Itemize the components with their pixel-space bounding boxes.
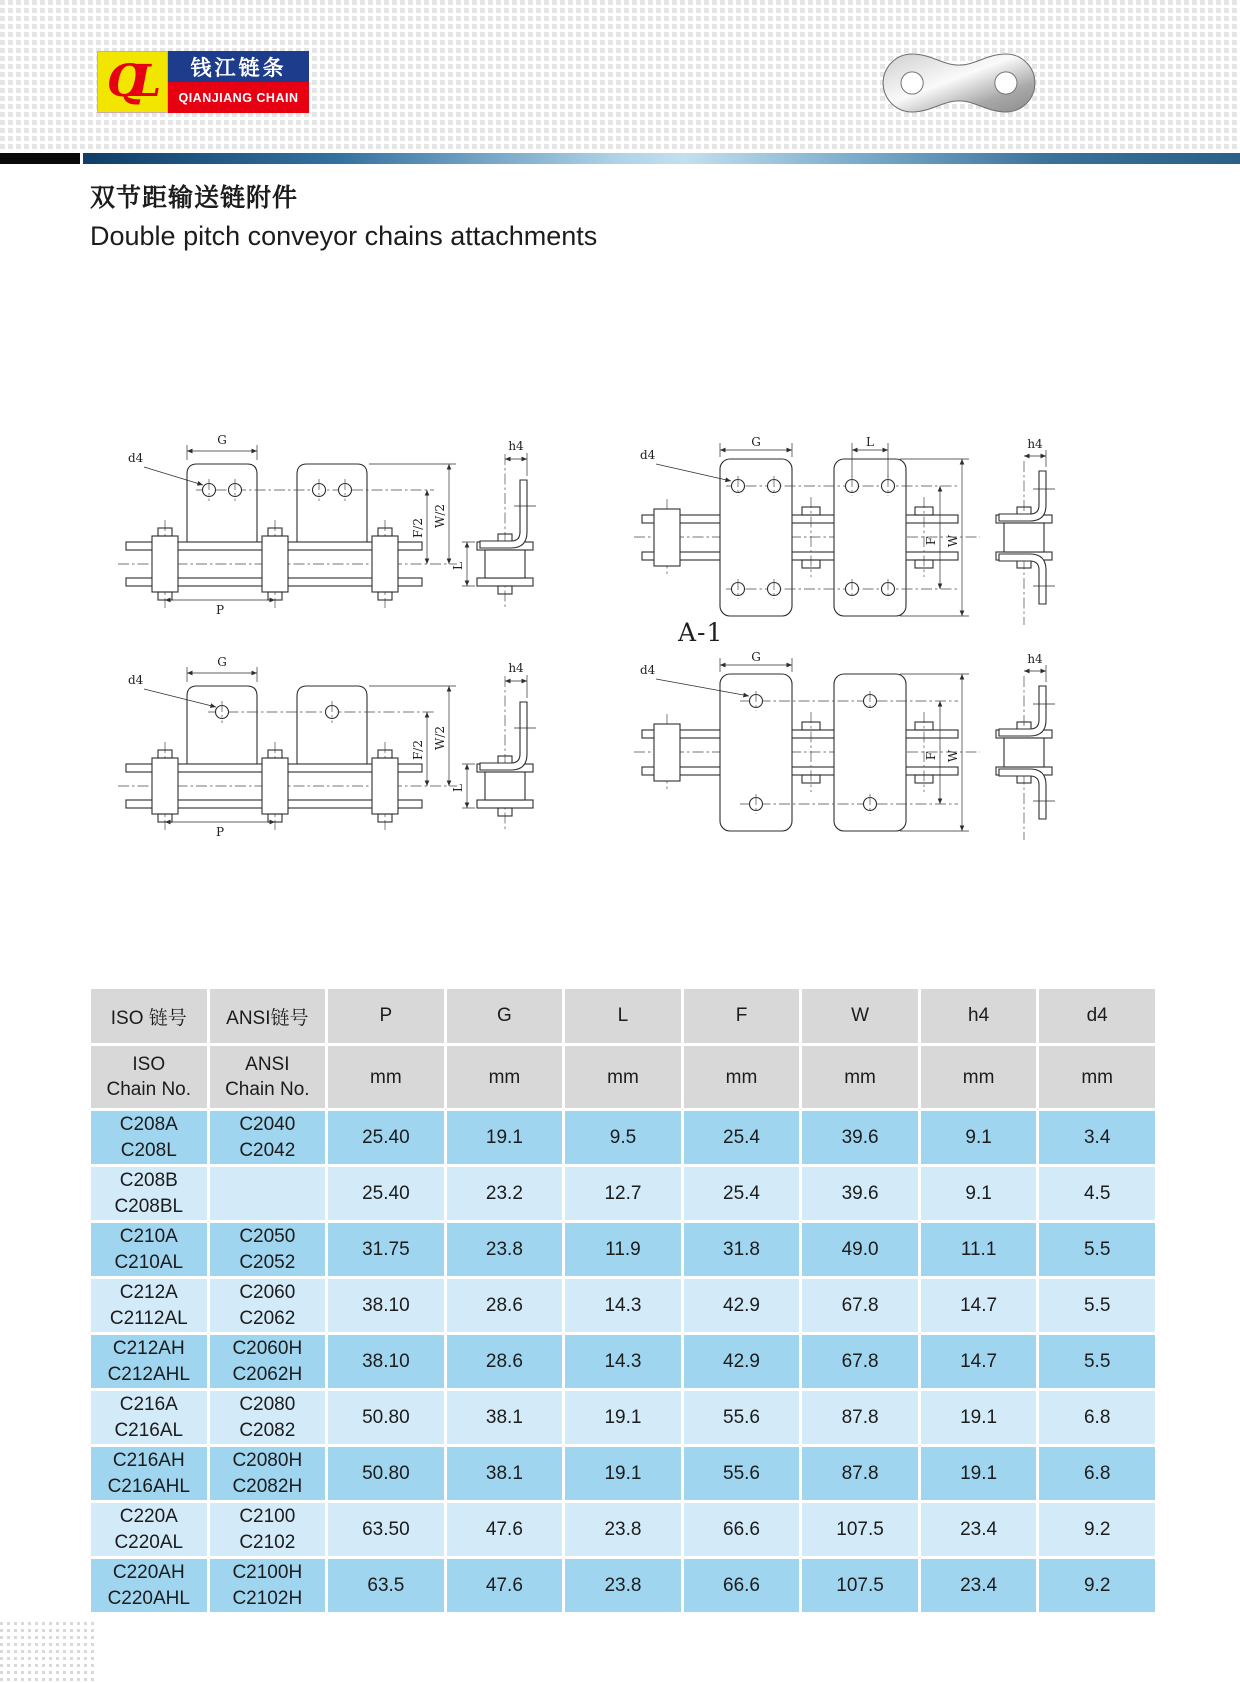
col-header: h4	[921, 989, 1037, 1043]
cell: 47.6	[447, 1559, 563, 1612]
dim-label-G: G	[751, 652, 761, 664]
cell: 67.8	[802, 1279, 918, 1332]
unit-cell: mm	[921, 1046, 1037, 1108]
cell: 38.10	[328, 1279, 444, 1332]
cell: 42.9	[684, 1335, 800, 1388]
iso-cell: C208B C208BL	[91, 1167, 207, 1220]
cell: 63.50	[328, 1503, 444, 1556]
table-row	[91, 1111, 1155, 1164]
col-header: d4	[1039, 989, 1155, 1043]
cell: 67.8	[802, 1335, 918, 1388]
cell: 9.1	[921, 1167, 1037, 1220]
table-row	[91, 1391, 1155, 1444]
spec-table	[88, 986, 1158, 1615]
dim-label-d4: d4	[128, 673, 144, 687]
cell: 5.5	[1039, 1279, 1155, 1332]
logo-text-block	[168, 51, 309, 113]
unit-cell: mm	[328, 1046, 444, 1108]
dim-label-G: G	[751, 437, 761, 449]
cell: 12.7	[565, 1167, 681, 1220]
drawing-a1-double-view	[628, 652, 1080, 856]
dim-label-h4: h4	[508, 439, 524, 453]
cell: 31.75	[328, 1223, 444, 1276]
table-subheader-row	[91, 1046, 1155, 1108]
iso-cell: C220A C220AL	[91, 1503, 207, 1556]
chain-side-view	[118, 686, 457, 830]
col-header: F	[684, 989, 800, 1043]
logo-monogram: QL	[106, 56, 147, 107]
end-view	[451, 661, 536, 830]
footer-dot-pattern	[0, 1622, 94, 1683]
cell: 9.5	[565, 1111, 681, 1164]
dim-label-F-half: F/2	[411, 517, 425, 539]
separator-black-chip	[0, 153, 80, 164]
dim-label-F: F	[924, 751, 938, 761]
cell: 55.6	[684, 1391, 800, 1444]
cell: 19.1	[921, 1447, 1037, 1500]
cell: 5.5	[1039, 1335, 1155, 1388]
table-row	[91, 1223, 1155, 1276]
ansi-cell: C2040 C2042	[210, 1111, 326, 1164]
cell: 87.8	[802, 1391, 918, 1444]
dim-label-L-side: L	[451, 784, 465, 792]
dim-label-W: W	[946, 749, 960, 763]
col-header: L	[565, 989, 681, 1043]
cell: 42.9	[684, 1279, 800, 1332]
cell: 11.9	[565, 1223, 681, 1276]
cell: 50.80	[328, 1391, 444, 1444]
cell: 11.1	[921, 1223, 1037, 1276]
dim-label-G: G	[217, 655, 227, 669]
dim-label-d4: d4	[640, 448, 656, 462]
page-title-cn: 双节距输送链附件	[90, 184, 299, 212]
cell: 66.6	[684, 1559, 800, 1612]
cell: 39.6	[802, 1167, 918, 1220]
page-title-en: Double pitch conveyor chains attachments	[90, 221, 598, 251]
brand-name-cn: 钱江链条	[168, 51, 309, 82]
dim-label-P: P	[215, 825, 225, 838]
cell: 107.5	[802, 1559, 918, 1612]
cell: 49.0	[802, 1223, 918, 1276]
cell: 107.5	[802, 1503, 918, 1556]
dim-label-G: G	[217, 433, 227, 447]
cell: 23.8	[565, 1503, 681, 1556]
drawing-k2-side-view	[112, 424, 542, 616]
header-band	[0, 0, 1240, 150]
unit-cell: mm	[684, 1046, 800, 1108]
sub-header-ansi: ANSI Chain No.	[210, 1046, 326, 1108]
dim-label-W-half: W/2	[433, 503, 447, 529]
dim-label-L-side: L	[451, 562, 465, 570]
title-block	[90, 178, 597, 252]
iso-cell: C220AH C220AHL	[91, 1559, 207, 1612]
end-view	[996, 652, 1055, 840]
cell: 66.6	[684, 1503, 800, 1556]
dim-label-P: P	[215, 603, 225, 616]
unit-cell: mm	[447, 1046, 563, 1108]
table-header-row	[91, 989, 1155, 1043]
col-header: ANSI链号	[210, 989, 326, 1043]
cell: 25.40	[328, 1111, 444, 1164]
cell: 55.6	[684, 1447, 800, 1500]
cell: 5.5	[1039, 1223, 1155, 1276]
cell: 4.5	[1039, 1167, 1155, 1220]
cell: 6.8	[1039, 1391, 1155, 1444]
cell: 38.1	[447, 1391, 563, 1444]
iso-cell: C210A C210AL	[91, 1223, 207, 1276]
table-row	[91, 1335, 1155, 1388]
cell: 14.7	[921, 1335, 1037, 1388]
cell: 25.4	[684, 1167, 800, 1220]
ansi-cell: C2050 C2052	[210, 1223, 326, 1276]
cell: 38.1	[447, 1447, 563, 1500]
table-row	[91, 1503, 1155, 1556]
cell: 9.2	[1039, 1503, 1155, 1556]
cell: 6.8	[1039, 1447, 1155, 1500]
iso-cell: C212A C2112AL	[91, 1279, 207, 1332]
drawing-a2-double-view	[628, 437, 1080, 641]
dim-label-h4: h4	[1027, 437, 1043, 451]
iso-cell: C216A C216AL	[91, 1391, 207, 1444]
dim-label-d4: d4	[640, 663, 656, 677]
cell: 50.80	[328, 1447, 444, 1500]
cell: 23.4	[921, 1559, 1037, 1612]
cell: 31.8	[684, 1223, 800, 1276]
dim-label-F-half: F/2	[411, 739, 425, 761]
cell: 38.10	[328, 1335, 444, 1388]
cell: 23.4	[921, 1503, 1037, 1556]
cell: 9.1	[921, 1111, 1037, 1164]
col-header: W	[802, 989, 918, 1043]
dim-label-d4: d4	[128, 451, 144, 465]
cell: 87.8	[802, 1447, 918, 1500]
unit-cell: mm	[565, 1046, 681, 1108]
col-header: G	[447, 989, 563, 1043]
cell: 28.6	[447, 1279, 563, 1332]
chain-side-view	[118, 464, 457, 608]
dim-label-W: W	[946, 534, 960, 548]
brand-logo	[97, 51, 309, 113]
cell: 23.8	[447, 1223, 563, 1276]
end-view	[996, 437, 1055, 625]
cell: 63.5	[328, 1559, 444, 1612]
end-view	[451, 439, 536, 608]
cell: 3.4	[1039, 1111, 1155, 1164]
table-row	[91, 1559, 1155, 1612]
cell: 14.3	[565, 1279, 681, 1332]
dim-label-h4: h4	[508, 661, 524, 675]
chain-link-plate-image	[878, 42, 1040, 124]
cell: 9.2	[1039, 1559, 1155, 1612]
dim-label-F: F	[924, 536, 938, 546]
cell: 47.6	[447, 1503, 563, 1556]
figure-label: A-1	[678, 618, 724, 647]
iso-cell: C216AH C216AHL	[91, 1447, 207, 1500]
cell: 39.6	[802, 1111, 918, 1164]
cell: 19.1	[565, 1391, 681, 1444]
drawing-k1-side-view	[112, 646, 542, 838]
cell: 23.8	[565, 1559, 681, 1612]
ansi-cell: C2100H C2102H	[210, 1559, 326, 1612]
unit-cell: mm	[802, 1046, 918, 1108]
ansi-cell: C2060 C2062	[210, 1279, 326, 1332]
dim-label-L: L	[866, 437, 874, 449]
ansi-cell: C2080H C2082H	[210, 1447, 326, 1500]
ansi-cell: C2080 C2082	[210, 1391, 326, 1444]
table-row	[91, 1447, 1155, 1500]
table-row	[91, 1279, 1155, 1332]
brand-name-en: QIANJIANG CHAIN	[168, 82, 309, 113]
ansi-cell: C2060H C2062H	[210, 1335, 326, 1388]
cell: 23.2	[447, 1167, 563, 1220]
iso-cell: C212AH C212AHL	[91, 1335, 207, 1388]
logo-monogram-box	[97, 51, 168, 113]
cell: 25.4	[684, 1111, 800, 1164]
dim-label-W-half: W/2	[433, 725, 447, 751]
sub-header-iso: ISO Chain No.	[91, 1046, 207, 1108]
ansi-cell: C2100 C2102	[210, 1503, 326, 1556]
cell: 19.1	[921, 1391, 1037, 1444]
col-header: P	[328, 989, 444, 1043]
table-row	[91, 1167, 1155, 1220]
cell: 25.40	[328, 1167, 444, 1220]
ansi-cell	[210, 1167, 326, 1220]
col-header: ISO 链号	[91, 989, 207, 1043]
cell: 19.1	[565, 1447, 681, 1500]
cell: 19.1	[447, 1111, 563, 1164]
separator-blue-bar	[83, 153, 1240, 164]
cell: 28.6	[447, 1335, 563, 1388]
unit-cell: mm	[1039, 1046, 1155, 1108]
iso-cell: C208A C208L	[91, 1111, 207, 1164]
cell: 14.3	[565, 1335, 681, 1388]
dim-label-h4: h4	[1027, 652, 1043, 666]
cell: 14.7	[921, 1279, 1037, 1332]
